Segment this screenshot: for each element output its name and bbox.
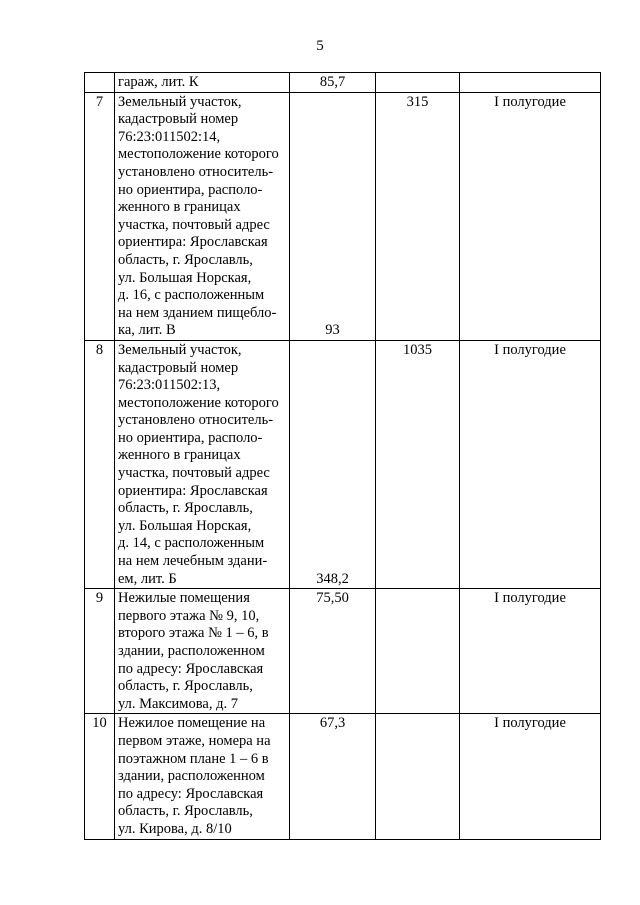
area-cell: [290, 340, 376, 588]
table-row: [85, 340, 601, 588]
description-line: на нем зданием пищебло-: [118, 304, 277, 321]
description-line: Нежилые помещения: [118, 590, 250, 607]
description-cell: [115, 73, 290, 93]
description-line: здании, расположенном: [118, 768, 265, 785]
description-line: женного в границах: [118, 199, 241, 216]
description-line: кадастровый номер: [118, 111, 239, 128]
area-cell: [290, 92, 376, 340]
area-cell: [290, 589, 376, 714]
description-line: ем, лит. Б: [118, 570, 177, 587]
description-line: по адресу: Ярославская: [118, 785, 264, 802]
description-line: женного в границах: [118, 447, 241, 464]
row-number-cell: 10: [85, 714, 115, 839]
value-cell: [376, 589, 460, 714]
description-line: д. 14, с расположенным: [118, 535, 265, 552]
description-line: Земельный участок,: [118, 341, 242, 358]
description-line: ка, лит. В: [118, 322, 176, 339]
description-line: здании, расположенном: [118, 643, 265, 659]
description-line: 76:23:011502:13,: [118, 377, 221, 394]
description-line: Нежилое помещение на: [118, 715, 266, 732]
description-line: первого этажа № 9, 10,: [118, 607, 260, 624]
description-line: первом этаже, номера на: [118, 732, 271, 749]
description-cell: [115, 340, 290, 588]
term-cell: I полугодие: [460, 92, 601, 340]
description-line: ул. Кирова, д. 8/10: [118, 820, 232, 837]
row-number-cell: 8: [85, 340, 115, 588]
area-value: 348,2: [316, 570, 349, 587]
description-line: область, г. Ярославль,: [118, 500, 253, 517]
term-cell: I полугодие: [460, 714, 601, 839]
area-value: 67,3: [319, 715, 346, 732]
area-cell: [290, 73, 376, 93]
value-cell: 1035: [376, 340, 460, 588]
description-line: ориентира: Ярославская: [118, 482, 268, 499]
table-row: [85, 589, 601, 714]
value-cell: [376, 73, 460, 93]
value-cell: 315: [376, 92, 460, 340]
page-number: 5: [316, 38, 324, 54]
value-cell: [376, 714, 460, 839]
table-body: [85, 73, 601, 840]
area-value: 93: [325, 322, 340, 339]
description-line: по адресу: Ярославская: [118, 660, 264, 677]
area-cell: [290, 714, 376, 839]
term-cell: [460, 73, 601, 93]
description-line: 76:23:011502:14,: [118, 128, 221, 145]
description-line: ул. Большая Норская,: [118, 517, 252, 534]
area-value: 85,7: [319, 74, 346, 90]
description-line: установлено относитель-: [118, 163, 274, 180]
table-row: [85, 73, 601, 93]
description-line: местоположение которого: [118, 146, 279, 163]
description-line: ул. Максимова, д. 7: [118, 695, 238, 712]
description-cell: [115, 714, 290, 839]
description-line: второго этажа № 1 – 6, в: [118, 625, 269, 642]
row-number-cell: 9: [85, 589, 115, 714]
description-line: гараж, лит. К: [118, 74, 199, 90]
area-value: 75,50: [316, 590, 349, 607]
description-line: установлено относитель-: [118, 412, 274, 429]
term-cell: I полугодие: [460, 340, 601, 588]
description-line: на нем лечебным здани-: [118, 553, 268, 570]
description-line: ориентира: Ярославская: [118, 234, 268, 251]
description-line: область, г. Ярославль,: [118, 678, 253, 695]
description-line: д. 16, с расположенным: [118, 287, 265, 304]
description-line: участка, почтовый адрес: [118, 465, 270, 482]
table-row: [85, 92, 601, 340]
description-line: область, г. Ярославль,: [118, 251, 253, 268]
property-table: [84, 72, 601, 840]
description-line: область, г. Ярославль,: [118, 803, 253, 820]
description-line: ул. Большая Норская,: [118, 269, 252, 286]
description-line: кадастровый номер: [118, 359, 239, 376]
description-line: но ориентира, располо-: [118, 429, 263, 446]
description-line: но ориентира, располо-: [118, 181, 263, 198]
row-number-cell: 7: [85, 92, 115, 340]
description-cell: [115, 589, 290, 714]
description-cell: [115, 92, 290, 340]
row-number-cell: [85, 73, 115, 93]
description-line: участка, почтовый адрес: [118, 216, 270, 233]
term-cell: I полугодие: [460, 589, 601, 714]
description-line: поэтажном плане 1 – 6 в: [118, 750, 269, 767]
table-row: [85, 714, 601, 839]
description-line: Земельный участок,: [118, 93, 242, 110]
description-line: местоположение которого: [118, 394, 279, 411]
